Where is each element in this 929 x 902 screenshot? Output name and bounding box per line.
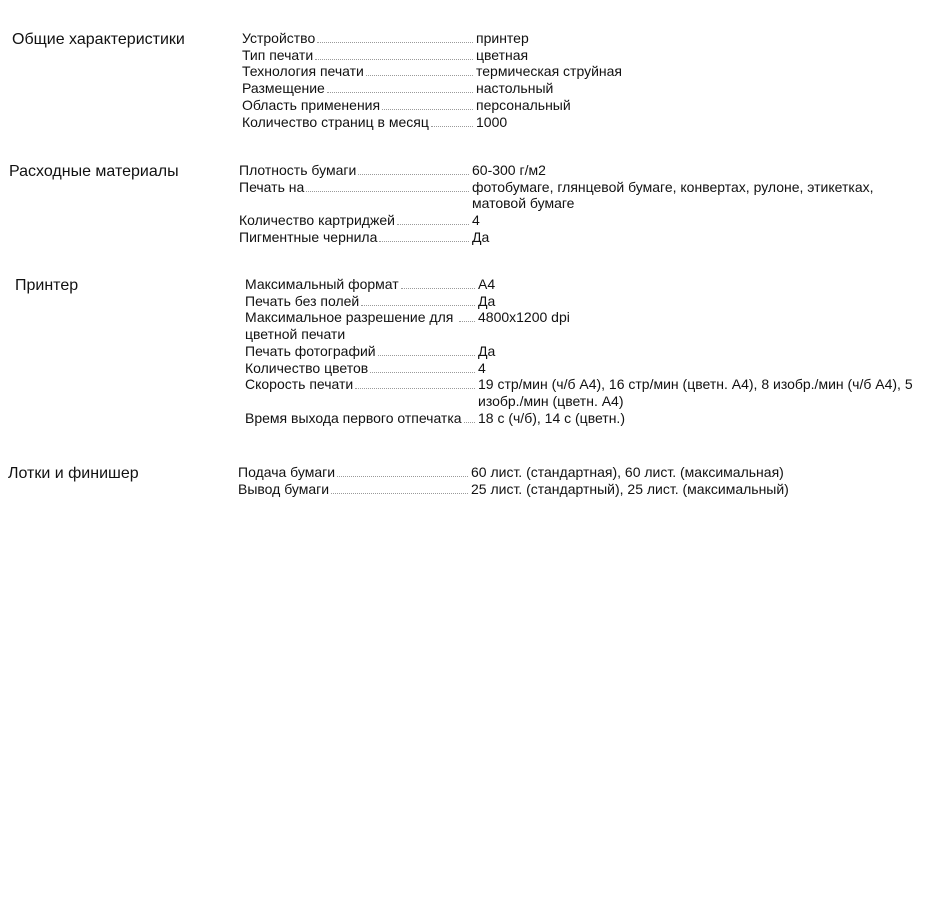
spec-label: Тип печати	[242, 46, 314, 63]
spec-label: Максимальный формат	[245, 276, 399, 292]
dot-leader	[315, 47, 473, 60]
dot-leader	[366, 63, 473, 76]
dot-leader	[331, 481, 468, 494]
spec-label: Количество картриджей	[239, 212, 395, 229]
dot-leader	[361, 293, 475, 306]
spec-row-max-format	[245, 276, 925, 293]
spec-row-paper-density	[239, 162, 899, 179]
spec-list	[238, 464, 878, 497]
dot-leader	[401, 276, 475, 289]
dot-leader	[358, 162, 469, 175]
spec-row-paper-output	[238, 481, 878, 498]
spec-row-pages-per-month	[242, 114, 642, 131]
spec-value: 60-300 г/м2	[472, 162, 546, 178]
spec-label: Количество страниц в месяц	[242, 113, 429, 130]
spec-label: Размещение	[242, 80, 325, 97]
spec-label: Область применения	[242, 96, 381, 113]
spec-value: 4	[478, 359, 486, 376]
spec-value: 18 с (ч/б), 14 с (цветн.)	[478, 409, 625, 426]
section-title: Принтер	[15, 277, 79, 294]
spec-row-application-area	[242, 97, 642, 114]
dot-leader	[306, 179, 469, 192]
spec-row-first-print-time	[245, 410, 925, 427]
spec-row-color-count	[245, 360, 925, 377]
spec-value: A4	[478, 276, 496, 292]
spec-value: принтер	[476, 30, 529, 46]
dot-leader	[370, 360, 475, 373]
spec-list	[239, 162, 899, 246]
spec-value: настольный	[476, 80, 554, 97]
spec-value: Да	[472, 228, 490, 245]
dot-leader	[317, 30, 473, 43]
spec-value: цветная	[476, 46, 529, 63]
spec-label: Подача бумаги	[238, 464, 336, 480]
spec-value: фотобумаге, глянцевой бумаге, конвертах, рулоне, этикетках, матовой бумаге	[472, 178, 874, 212]
spec-label: Максимальное разрешение для цветной печати	[245, 309, 454, 343]
dot-leader	[382, 97, 473, 110]
spec-label: Время выхода первого отпечатка	[245, 409, 462, 426]
spec-value: 1000	[476, 113, 508, 130]
dot-leader	[327, 80, 473, 93]
spec-value: Да	[478, 342, 496, 359]
dot-leader	[378, 343, 475, 356]
spec-value: Да	[478, 292, 496, 309]
spec-label: Плотность бумаги	[239, 162, 357, 178]
section-title: Расходные материалы	[9, 163, 179, 180]
spec-value: термическая струйная	[476, 63, 623, 80]
dot-leader	[459, 309, 475, 322]
spec-row-print-on	[239, 179, 899, 212]
section-title: Лотки и финишер	[8, 465, 139, 482]
dot-leader	[431, 114, 473, 127]
dot-leader	[397, 212, 469, 225]
spec-label: Скорость печати	[245, 376, 354, 393]
dot-leader	[355, 376, 475, 389]
spec-row-borderless-print	[245, 293, 925, 310]
spec-row-cartridge-count	[239, 212, 899, 229]
dot-leader	[379, 229, 469, 242]
spec-row-device	[242, 30, 642, 47]
spec-row-pigment-ink	[239, 229, 899, 246]
spec-label: Пигментные чернила	[239, 228, 378, 245]
spec-value: 19 стр/мин (ч/б А4), 16 стр/мин (цветн. А4), 8 изобр./мин (ч/б А4), 5 изобр./мин (цветн. А4)	[478, 376, 913, 409]
section-title: Общие характеристики	[12, 31, 185, 48]
spec-value: персональный	[476, 96, 571, 113]
spec-row-photo-print	[245, 343, 925, 360]
spec-list	[242, 30, 642, 130]
dot-leader	[337, 464, 468, 477]
spec-label: Печать фотографий	[245, 342, 376, 359]
spec-label: Вывод бумаги	[238, 480, 330, 497]
spec-value: 4	[472, 212, 480, 229]
spec-label: Технология печати	[242, 63, 364, 80]
spec-list	[245, 276, 925, 426]
spec-row-max-color-resolution	[245, 309, 925, 342]
dot-leader	[464, 410, 475, 423]
spec-row-print-speed	[245, 376, 925, 409]
spec-value: 4800x1200 dpi	[478, 309, 570, 326]
spec-row-placement	[242, 80, 642, 97]
spec-label: Печать без полей	[245, 292, 360, 309]
spec-label: Количество цветов	[245, 359, 369, 376]
spec-row-paper-input	[238, 464, 878, 481]
spec-value: 60 лист. (стандартная), 60 лист. (максимальная)	[471, 464, 784, 480]
spec-row-print-technology	[242, 63, 642, 80]
spec-row-print-type	[242, 47, 642, 64]
spec-label: Устройство	[242, 30, 316, 46]
spec-value: 25 лист. (стандартный), 25 лист. (максимальный)	[471, 480, 789, 497]
spec-label: Печать на	[239, 178, 305, 195]
